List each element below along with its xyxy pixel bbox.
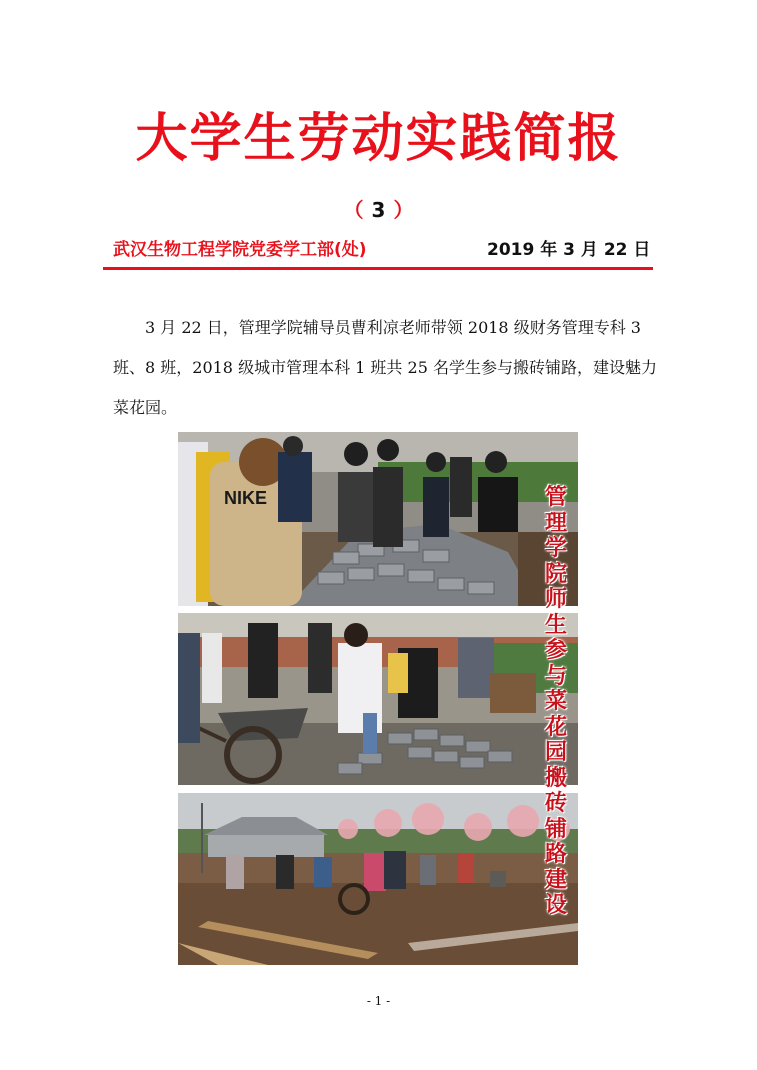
caption-char: 参 [544,637,567,663]
photo-brick-pile [178,432,578,606]
issue-number-value: 3 [371,198,386,222]
caption-char: 与 [544,662,567,689]
photo-vertical-caption [528,486,584,916]
caption-char: 学 [544,535,567,561]
publish-date: 2019 年 3 月 22 日 [487,240,651,260]
caption-char: 师 [544,586,567,612]
caption-char: 院 [544,560,567,587]
header-divider [103,267,653,270]
issue-paren-open: （ [343,198,364,222]
caption-char: 设 [544,892,567,918]
publisher-unit: 武汉生物工程学院党委学工部(处) [113,240,367,260]
caption-char: 搬 [544,764,567,791]
page-number: - 1 - [366,994,391,1008]
caption-char: 路 [544,841,567,867]
article-paragraph: 3 月 22 日，管理学院辅导员曹利凉老师带领 2018 级财务管理专科 3 班、8 班，2018 级城市管理本科 1 班共 25 名学生参与搬砖铺路，建设魅力菜花园。 [113,318,657,417]
caption-char: 园 [544,739,567,765]
photo-orchard-field [178,790,578,965]
caption-char: 管 [544,484,567,510]
caption-char: 建 [544,866,567,893]
caption-char: 花 [544,713,567,740]
newsletter-title: 大学生劳动实践简报 [135,109,622,169]
issue-number [0,194,757,223]
caption-char: 砖 [544,790,567,816]
caption-char: 铺 [544,815,567,842]
caption-char: 菜 [544,688,567,714]
photo-wheelbarrow [178,613,578,785]
caption-char: 生 [544,611,567,638]
photo-jacket-logo: NIKE [224,488,268,508]
photo-collage [178,432,578,965]
issue-paren-close: ） [393,198,414,222]
caption-char: 理 [544,509,567,536]
